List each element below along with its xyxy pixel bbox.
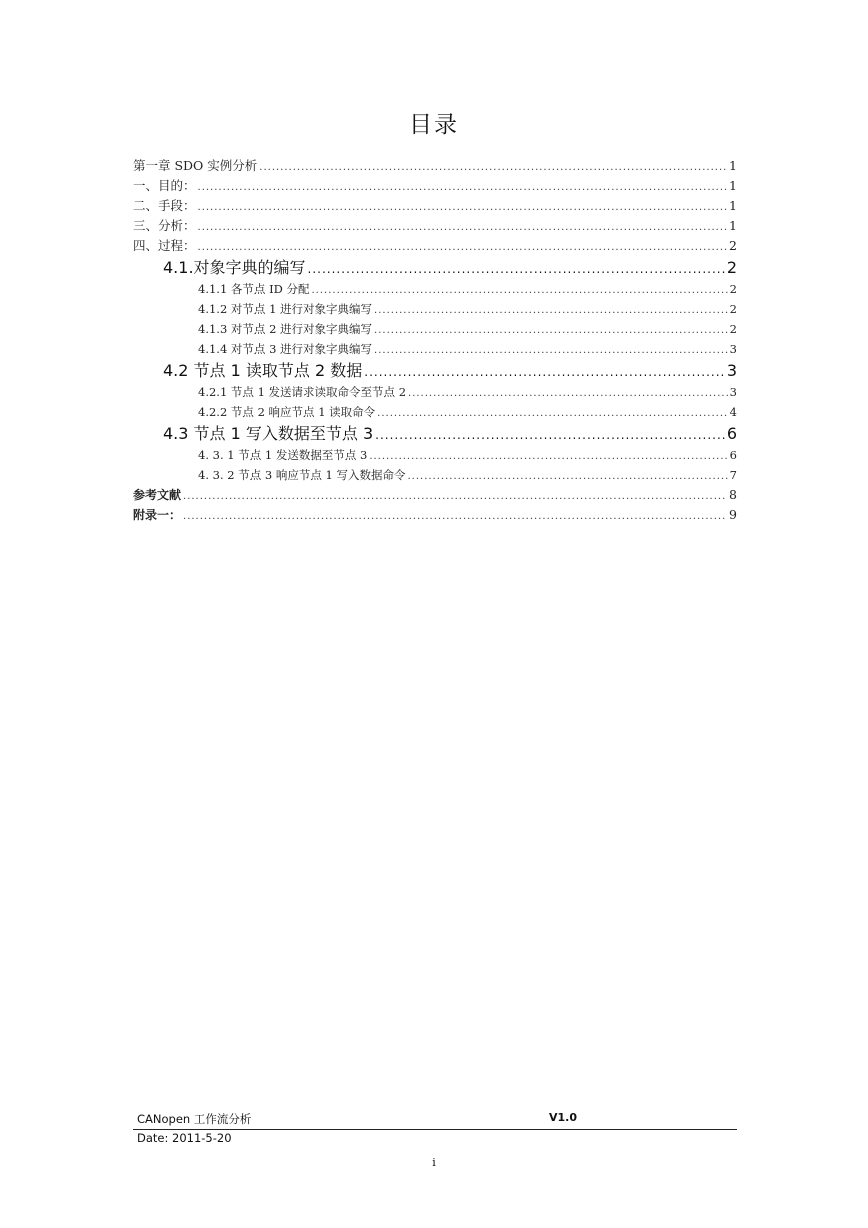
toc-entry[interactable] xyxy=(133,485,737,505)
footer-doc-title: CANopen 工作流分析 xyxy=(137,1112,252,1126)
toc-leader-dots xyxy=(374,301,728,321)
toc-entry-label: 一、目的： xyxy=(133,178,196,193)
toc-entry-page: 3 xyxy=(729,342,737,356)
toc-entry-page: 6 xyxy=(729,448,737,462)
footer-version: V1.0 xyxy=(549,1111,577,1124)
toc-entry-subsection[interactable] xyxy=(133,402,737,422)
toc-entry-page: 2 xyxy=(729,322,737,336)
toc-entry-page: 3 xyxy=(729,385,737,399)
toc-entry-page: 1 xyxy=(729,218,737,233)
toc-entry[interactable] xyxy=(133,216,737,236)
toc-entry-label: 4.1.4 对节点 3 进行对象字典编写 xyxy=(198,342,373,356)
toc-entry[interactable] xyxy=(133,156,737,176)
toc-leader-dots xyxy=(369,447,727,467)
toc-entry-subsection[interactable] xyxy=(133,299,737,319)
toc-leader-dots xyxy=(364,361,725,384)
toc-leader-dots xyxy=(312,281,728,301)
toc-entry-section[interactable] xyxy=(133,256,737,279)
toc-entry-label: 参考文献 xyxy=(133,488,182,502)
toc-entry-label: 4. 3. 2 节点 3 响应节点 1 写入数据命令 xyxy=(198,468,406,482)
toc-entry-section[interactable] xyxy=(133,359,737,382)
toc-entry-label: 4.2.2 节点 2 响应节点 1 读取命令 xyxy=(198,405,376,419)
toc-entry-label: 4.3 节点 1 写入数据至节点 3 xyxy=(163,424,374,443)
toc-entry-page: 2 xyxy=(729,282,737,296)
toc-entry-subsection[interactable] xyxy=(133,465,737,485)
toc-entry-subsection[interactable] xyxy=(133,382,737,402)
toc-entry-page: 9 xyxy=(729,507,737,522)
toc-leader-dots xyxy=(407,467,727,487)
footer-divider xyxy=(133,1129,737,1130)
toc-entry-label: 4.1.1 各节点 ID 分配 xyxy=(198,282,310,296)
toc-entry-label: 四、过程： xyxy=(133,238,196,253)
toc-leader-dots xyxy=(408,384,728,404)
toc-entry-page: 8 xyxy=(729,487,737,502)
toc-entry-subsection[interactable] xyxy=(133,339,737,359)
toc-entry-page: 2 xyxy=(729,302,737,316)
toc-entry-page: 1 xyxy=(729,198,737,213)
toc-entry-label: 4.1.2 对节点 1 进行对象字典编写 xyxy=(198,302,373,316)
toc-leader-dots xyxy=(183,487,727,507)
toc-leader-dots xyxy=(198,198,728,218)
toc-entry-label: 三、分析： xyxy=(133,218,196,233)
table-of-contents xyxy=(133,156,737,525)
toc-entry-label: 4. 3. 1 节点 1 发送数据至节点 3 xyxy=(198,448,368,462)
toc-entry-page: 7 xyxy=(729,468,737,482)
toc-entry-section[interactable] xyxy=(133,422,737,445)
toc-leader-dots xyxy=(374,321,728,341)
toc-entry-page: 6 xyxy=(726,424,737,443)
toc-leader-dots xyxy=(374,341,728,361)
toc-entry[interactable] xyxy=(133,236,737,256)
toc-leader-dots xyxy=(308,258,725,281)
toc-entry-subsection[interactable] xyxy=(133,319,737,339)
toc-entry-label: 4.1.3 对节点 2 进行对象字典编写 xyxy=(198,322,373,336)
toc-entry-label: 4.2.1 节点 1 发送请求读取命令至节点 2 xyxy=(198,385,407,399)
toc-leader-dots xyxy=(183,507,727,527)
toc-entry-subsection[interactable] xyxy=(133,279,737,299)
toc-entry-page: 1 xyxy=(729,178,737,193)
toc-entry-page: 2 xyxy=(729,238,737,253)
toc-entry-page: 4 xyxy=(729,405,737,419)
toc-entry-page: 3 xyxy=(726,361,737,380)
toc-leader-dots xyxy=(377,404,728,424)
toc-entry-label: 二、手段： xyxy=(133,198,196,213)
toc-entry[interactable] xyxy=(133,196,737,216)
page-footer xyxy=(137,1111,737,1129)
toc-entry[interactable] xyxy=(133,505,737,525)
toc-leader-dots xyxy=(198,238,728,258)
toc-leader-dots xyxy=(198,218,728,238)
toc-entry-page: 1 xyxy=(729,158,737,173)
toc-leader-dots xyxy=(198,178,728,198)
toc-leader-dots xyxy=(375,424,725,447)
toc-leader-dots xyxy=(259,158,727,178)
toc-entry-subsection[interactable] xyxy=(133,445,737,465)
toc-entry[interactable] xyxy=(133,176,737,196)
toc-entry-label: 4.1.对象字典的编写 xyxy=(163,258,306,277)
footer-date: Date: 2011-5-20 xyxy=(137,1131,232,1145)
toc-entry-label: 4.2 节点 1 读取节点 2 数据 xyxy=(163,361,363,380)
toc-entry-page: 2 xyxy=(726,258,737,277)
toc-title: 目录 xyxy=(409,112,459,138)
toc-entry-label: 附录一： xyxy=(133,508,182,522)
toc-entry-label: 第一章 SDO 实例分析 xyxy=(133,158,258,173)
page-number: i xyxy=(432,1156,436,1169)
